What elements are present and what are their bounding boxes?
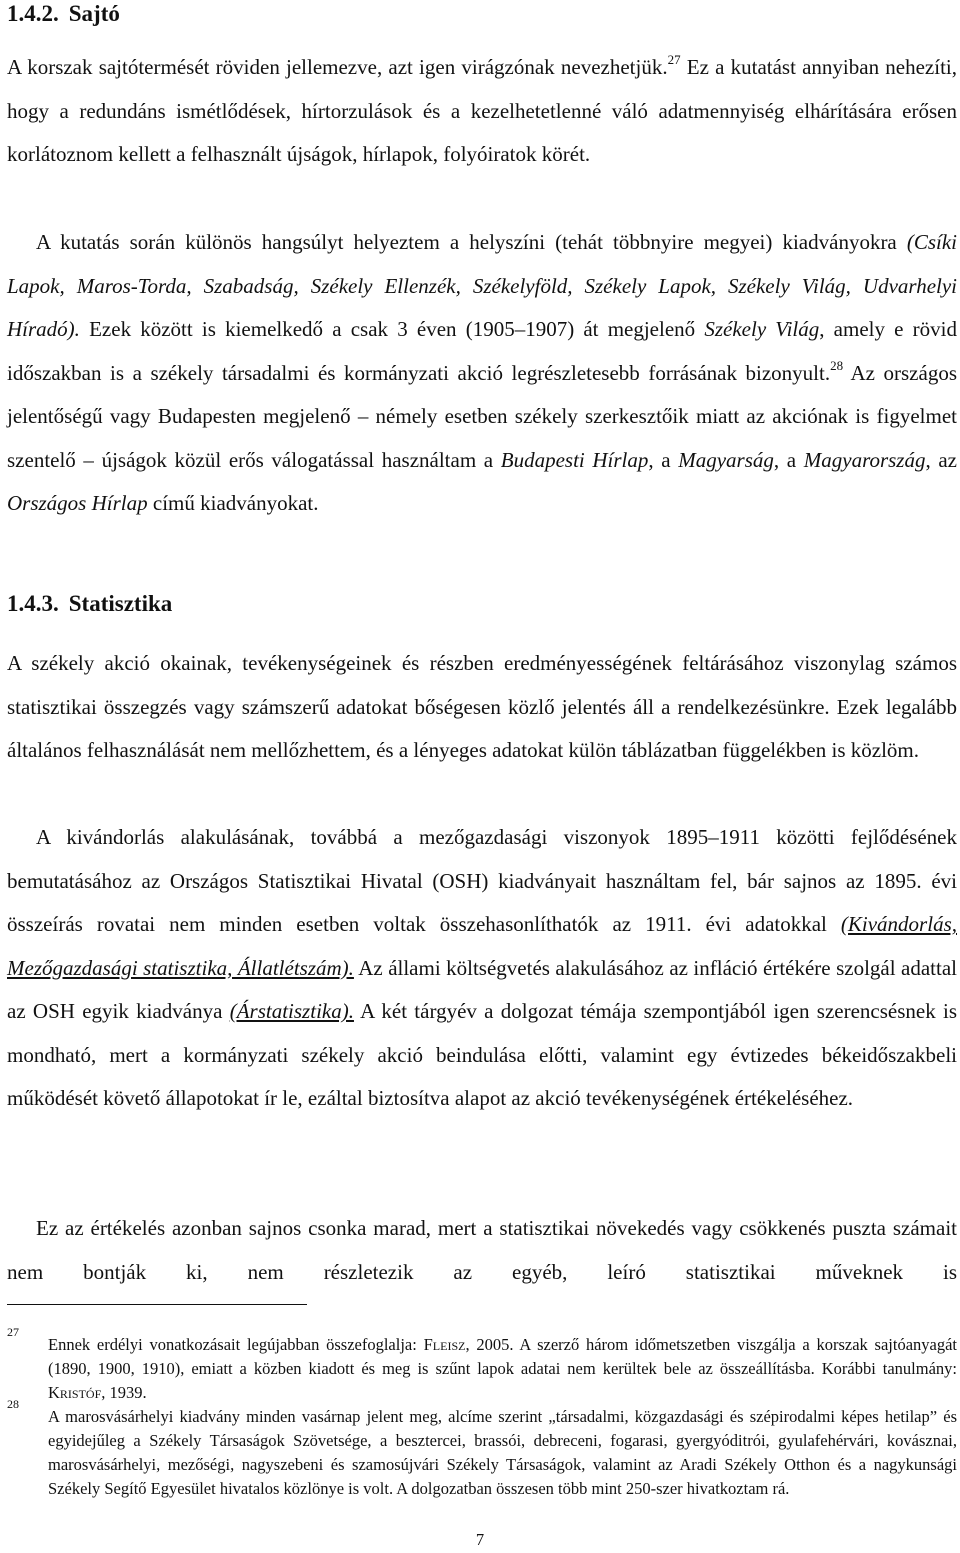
- section-number: 1.4.2.: [7, 1, 59, 26]
- footnote-28: [7, 1397, 957, 1501]
- underlined-title-list: (Kivándorlás, Mezőgazdasági statisztika, Állatlétszám).: [7, 912, 957, 980]
- footnote-text: [48, 1333, 957, 1405]
- text-run: Az állami költségvetés alakulásához az infláció értékére szolgál adattal az OSH egyik kiadványa: [7, 955, 958, 1023]
- footnote-separator: [7, 1304, 307, 1305]
- page-number: 7: [475, 1530, 485, 1549]
- text-run: Ezek között is kiemelkedő a csak 3 éven (1905–1907) át megjelenő: [79, 317, 705, 341]
- author-name: Fleisz: [423, 1335, 466, 1354]
- paragraph-press-sources: [7, 221, 957, 526]
- section-heading-sajto: [7, 0, 120, 28]
- text-run: , az: [925, 447, 958, 472]
- italic-title-list: (Csíki Lapok, Maros-Torda, Szabadság, Székely Ellenzék, Székelyföld, Székely Lapok, Székely Világ, Udvarhelyi Híradó).: [7, 230, 957, 341]
- text-run: A kivándorlás alakulásának, továbbá a mezőgazdasági viszonyok 1895–1911 közötti fejlődésének bemutatásához az Országos Statisztikai Hivatal (OSH) kiadványait használtam fel, bár sajnos az 1895. évi összeírás rovatai nem minden esetben voltak összehasonlíthatók az 1911. évi adatokkal: [7, 825, 957, 936]
- text-run: Az országos jelentőségű vagy Budapesten megjelenő – némely esetben székely szerkesztőik miatt az akciónak is figyelmet szentelő – újságok közül erős válogatással használtam a: [7, 360, 957, 472]
- paragraph-statistics-evaluation: Ez az értékelés azonban sajnos csonka marad, mert a statisztikai növekedés vagy csökkenés puszta számait nem bontják ki, nem részletezik az egyéb, leíró statisztikai műveknek is: [7, 1216, 957, 1284]
- footnote-mark: 27: [7, 1325, 19, 1339]
- footnote-text: A marosvásárhelyi kiadvány minden vasárnap jelent meg, alcíme szerint „társadalmi, közgazdasági és szépirodalmi képes hetilap” és egyidejűleg a Székely Társaságok Szövetsége, a besztercei, brassói, debreceni, fogarasi, gyergyóditrói, gyulafehérvári, kovásznai, marosvásárhelyi, mezőségi, nagyszebeni és szamosújvári Székely Társaságok, valamint az Aradi Székely Otthon és a nagykunsági Székely Segítő Egyesület hivatalos közlönye is volt. A dolgozatban összesen több mint 250-szer hivatkoztam rá.: [48, 1407, 957, 1498]
- section-number: 1.4.3.: [7, 591, 59, 616]
- italic-title: Magyarság: [678, 447, 774, 472]
- text-run: A korszak sajtótermését röviden jellemezve, azt igen virágzónak nevezhetjük.: [7, 55, 668, 79]
- text-run: , amely e rövid időszakban is a székely társadalmi és kormányzati akció legrészletesebb forrásának bizonyult.: [7, 317, 957, 385]
- footnote-ref-28[interactable]: 28: [830, 357, 844, 373]
- text-run: Ez a kutatást annyiban nehezíti, hogy a redundáns ismétlődések, hírtorzulások és a kezelhetetlenné váló adatmennyiség elhárítására erősen korlátoznom kellett a felhasznált újságok, hírlapok, folyóiratok körét.: [7, 55, 957, 166]
- italic-title: Székely Világ: [704, 317, 820, 341]
- italic-title: Magyarország: [803, 447, 926, 472]
- text-run: , a: [773, 447, 804, 472]
- paragraph-statistics-sources: [7, 816, 957, 1121]
- footnote-27: [7, 1325, 957, 1405]
- author-name: Kristóf: [48, 1383, 102, 1402]
- section-heading-statisztika: [7, 590, 172, 618]
- underlined-title: (Árstatisztika).: [229, 999, 354, 1023]
- footnote-mark: 28: [7, 1397, 19, 1411]
- text-run: , 2005. A szerző három időmetszetben viszgálja a korszak sajtóanyagát (1890, 1900, 1910), emiatt a közben kiadott és meg is szűnt lapok adatai nem kerültek bele az összeállításba. Korábbi tanulmány:: [48, 1335, 957, 1378]
- footnote-ref-27[interactable]: 27: [667, 52, 681, 67]
- text-run: A két tárgyév a dolgozat témája szempontjából igen szerencsésnek is mondható, mert a kormányzati székely akció beindulása előtti, valamint egy évtizedes békeidőszakbeli működését követő állapotokat ír le, ezáltal biztosítva alapot az akció tevékenységének értékeléséhez.: [7, 999, 957, 1110]
- text-run: , a: [648, 447, 679, 472]
- paragraph-statistics-intro: A székely akció okainak, tevékenységeinek és részben eredményességének feltárásához viszonylag számos statisztikai összegzés vagy számszerű adatokat bőségesen közlő jelentés áll a rendelkezésünkre. Ezek legalább általános felhasználását nem mellőzhettem, és a lényeges adatokat külön táblázatban függelékben is közlöm.: [7, 651, 957, 762]
- paragraph-press-intro: [7, 46, 957, 177]
- italic-title: Budapesti Hírlap: [500, 447, 649, 472]
- italic-title: Országos Hírlap: [7, 491, 148, 515]
- text-run: Ennek erdélyi vonatkozásait legújabban összefoglalja:: [48, 1335, 424, 1354]
- text-run: A kutatás során különös hangsúlyt helyeztem a helyszíni (tehát többnyire megyei) kiadványokra: [36, 230, 907, 254]
- text-run: című kiadványokat.: [147, 491, 319, 515]
- section-title: Statisztika: [68, 591, 173, 616]
- text-run: , 1939.: [101, 1383, 147, 1402]
- section-title: Sajtó: [68, 1, 120, 26]
